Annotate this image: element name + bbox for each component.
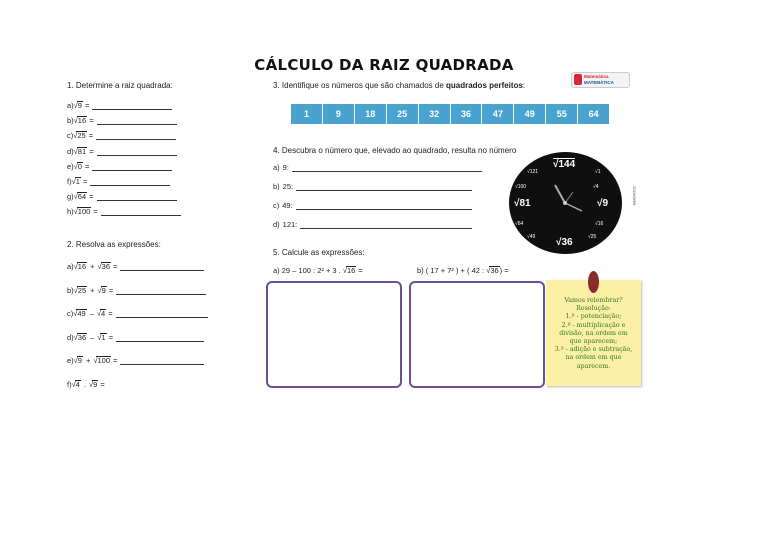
clock-small-value: 16 bbox=[597, 221, 604, 227]
clock-left-value: 81 bbox=[519, 198, 531, 209]
q1-item-prefix: b) bbox=[67, 116, 74, 126]
q2-item bbox=[67, 356, 204, 365]
q2-item-radicand-1: 36 bbox=[77, 332, 87, 342]
q2-item-prefix: d) bbox=[67, 332, 74, 342]
q1-item-radicand: 9 bbox=[77, 101, 82, 110]
q1-item-radicand: 16 bbox=[77, 116, 87, 126]
q2-item-radicand-1: 49 bbox=[77, 309, 86, 318]
q1-item bbox=[67, 192, 177, 201]
reminder-note-line: 3.º - adição e subtração, bbox=[554, 346, 633, 354]
q4-item-prefix: c) bbox=[273, 201, 280, 210]
clock-small-value: 1 bbox=[597, 169, 601, 175]
q4-item-prefix: d) bbox=[273, 220, 280, 229]
q2-item bbox=[67, 262, 204, 271]
q2-item-radicand-1: 4 bbox=[75, 379, 80, 389]
q1-item-radicand: 25 bbox=[77, 131, 86, 141]
clock-small-label: √121 bbox=[527, 169, 539, 175]
q1-equals: = bbox=[80, 177, 88, 186]
clock-small-value: 100 bbox=[517, 184, 527, 190]
sqrt-icon: √ bbox=[73, 309, 78, 318]
q5-a-suffix: = bbox=[356, 266, 363, 275]
square-root-clock bbox=[509, 152, 622, 254]
q2-item-prefix: a) bbox=[67, 262, 74, 271]
reminder-note-line: Vamos relembrar? bbox=[564, 297, 623, 304]
logo-mark-icon bbox=[574, 74, 582, 85]
page-title: CÁLCULO DA RAIZ QUADRADA bbox=[254, 56, 514, 74]
sqrt-icon: √ bbox=[97, 285, 102, 295]
q2-equals: = bbox=[106, 332, 114, 342]
perfect-square-candidate[interactable]: 36 bbox=[451, 104, 483, 124]
q5-a-radicand: 16 bbox=[346, 266, 356, 275]
q4-item bbox=[273, 220, 472, 229]
q2-item-radicand-1: 16 bbox=[77, 262, 87, 271]
q1-item-prefix: h) bbox=[67, 207, 74, 217]
q5-b-radicand: 36 bbox=[490, 266, 499, 275]
sqrt-icon: √ bbox=[73, 131, 78, 141]
q1-answer-line[interactable] bbox=[97, 192, 177, 201]
q1-equals: = bbox=[87, 192, 94, 202]
clock-small-value: 121 bbox=[529, 169, 539, 175]
q2-item bbox=[67, 380, 105, 389]
q2-item-operator: + bbox=[85, 356, 91, 365]
q3-heading-post: : bbox=[522, 81, 526, 90]
q1-item-prefix: a) bbox=[67, 101, 74, 110]
q2-item bbox=[67, 309, 208, 318]
q5-item-b: b) ( 17 + 7² ) + ( 42 : √36) = bbox=[417, 266, 509, 275]
clock-small-value: 49 bbox=[529, 234, 536, 240]
q2-item-operator: – bbox=[90, 332, 95, 342]
q1-item-prefix: g) bbox=[67, 192, 74, 202]
q4-item bbox=[273, 182, 472, 191]
clock-small-value: 4 bbox=[595, 184, 599, 190]
q4-item-value: 121: bbox=[282, 220, 298, 229]
perfect-square-candidate[interactable]: 55 bbox=[546, 104, 578, 124]
clock-small-label: √100 bbox=[515, 184, 527, 190]
q1-item bbox=[67, 207, 181, 216]
sqrt-icon: √ bbox=[88, 379, 94, 389]
perfect-square-candidate[interactable]: 25 bbox=[387, 104, 419, 124]
q1-item-prefix: f) bbox=[67, 177, 72, 186]
q2-answer-line[interactable] bbox=[116, 286, 206, 295]
clock-hands-icon bbox=[509, 152, 622, 254]
perfect-square-candidate[interactable]: 49 bbox=[514, 104, 546, 124]
q1-item bbox=[67, 101, 172, 110]
clock-top-value: 144 bbox=[558, 159, 576, 170]
pushpin-icon bbox=[588, 271, 599, 293]
clock-bottom-value: 36 bbox=[561, 237, 573, 248]
q5-b-prefix: b) ( 17 + 7² ) + ( 42 : bbox=[417, 266, 487, 275]
clock-right-value: 9 bbox=[602, 198, 609, 209]
clock-right-label: √9 bbox=[597, 198, 609, 209]
q3-heading-pre: 3. Identifique os números que são chamados de bbox=[273, 81, 446, 90]
q4-item-value: 9: bbox=[282, 163, 289, 172]
q1-answer-line[interactable] bbox=[97, 147, 177, 156]
q1-answer-line[interactable] bbox=[90, 177, 170, 186]
q5-a-prefix: a) 29 – 100 : 2² + 3 . bbox=[273, 266, 343, 275]
sqrt-icon: √ bbox=[73, 332, 78, 342]
q1-equals: = bbox=[82, 161, 90, 171]
q2-equals: = bbox=[106, 285, 114, 295]
q2-item bbox=[67, 333, 204, 342]
q1-item-prefix: c) bbox=[67, 131, 74, 141]
logo-text-2: MATEMÁTICA bbox=[584, 80, 614, 85]
reminder-note-line: 1.º - potenciação; bbox=[565, 313, 622, 321]
clock-small-label: √1 bbox=[595, 169, 601, 175]
clock-small-label: √64 bbox=[515, 221, 524, 227]
q2-equals: = bbox=[111, 356, 118, 365]
q1-heading: 1. Determine a raiz quadrada: bbox=[67, 81, 173, 90]
q2-heading: 2. Resolva as expressões: bbox=[67, 240, 161, 249]
q1-answer-line[interactable] bbox=[97, 116, 177, 125]
sqrt-icon: √ bbox=[73, 207, 78, 217]
q1-answer-line[interactable] bbox=[96, 131, 176, 140]
clock-left-label: √81 bbox=[514, 198, 531, 209]
q1-item-radicand: 100 bbox=[77, 207, 91, 217]
perfect-square-candidate[interactable]: 18 bbox=[355, 104, 387, 124]
logo-text-1: Matemática bbox=[584, 74, 609, 79]
q2-item-operator: + bbox=[90, 285, 95, 295]
reminder-note-line: que aparecem; bbox=[569, 338, 618, 346]
q1-equals: = bbox=[87, 116, 94, 126]
q4-item-value: 49: bbox=[282, 201, 293, 210]
q4-answer-line[interactable] bbox=[296, 201, 472, 210]
sqrt-icon: √ bbox=[73, 146, 78, 156]
clock-side-text: ZOOM/WEB bbox=[632, 186, 636, 206]
sqrt-icon: √ bbox=[71, 379, 76, 389]
q5-item-a: a) 29 – 100 : 2² + 3 . √16 = bbox=[273, 266, 363, 275]
q2-item-operator: + bbox=[90, 262, 95, 271]
sqrt-icon: √ bbox=[97, 262, 102, 271]
reminder-note-line: na ordem em que bbox=[565, 354, 622, 362]
q4-item-prefix: b) bbox=[273, 182, 280, 191]
clock-small-label: √4 bbox=[593, 184, 599, 190]
reminder-note-line: divisão, na ordem em bbox=[559, 329, 628, 337]
sqrt-icon: √ bbox=[73, 101, 78, 110]
clock-small-label: √25 bbox=[588, 234, 597, 240]
clock-bottom-label: √36 bbox=[556, 237, 573, 248]
sqrt-icon: √ bbox=[73, 192, 78, 202]
answer-box-b[interactable] bbox=[409, 281, 545, 388]
q1-item-prefix: e) bbox=[67, 161, 74, 171]
q2-answer-line[interactable] bbox=[116, 309, 208, 318]
q2-item-radicand-1: 9 bbox=[77, 356, 82, 365]
sqrt-icon: √ bbox=[73, 262, 78, 271]
perfect-square-candidate[interactable]: 47 bbox=[482, 104, 514, 124]
q1-item-radicand: 0 bbox=[77, 161, 82, 171]
q1-item bbox=[67, 177, 170, 186]
q2-equals: = bbox=[111, 262, 118, 271]
q1-answer-line[interactable] bbox=[92, 101, 172, 110]
q2-item-prefix: b) bbox=[67, 285, 74, 295]
q2-item-radicand-2: 9 bbox=[93, 379, 98, 389]
q1-item bbox=[67, 162, 172, 171]
sqrt-icon: √ bbox=[93, 356, 98, 365]
clock-small-value: 25 bbox=[590, 234, 597, 240]
q4-answer-line[interactable] bbox=[292, 163, 482, 172]
perfect-square-candidate[interactable]: 32 bbox=[419, 104, 451, 124]
answer-box-a[interactable] bbox=[266, 281, 402, 388]
q1-item bbox=[67, 147, 177, 156]
q1-item-prefix: d) bbox=[67, 146, 74, 156]
q2-item-radicand-2: 1 bbox=[101, 332, 106, 342]
q2-answer-line[interactable] bbox=[116, 333, 204, 342]
q1-equals: = bbox=[82, 101, 90, 110]
sqrt-icon: √ bbox=[73, 116, 78, 126]
clock-small-label: √16 bbox=[595, 221, 604, 227]
sqrt-icon: √ bbox=[97, 332, 102, 342]
q3-heading bbox=[273, 81, 525, 90]
q4-item bbox=[273, 201, 472, 210]
q4-answer-line[interactable] bbox=[300, 220, 472, 229]
q2-item-radicand-2: 9 bbox=[101, 285, 106, 295]
reminder-note-line: 2.º - multiplicação e bbox=[561, 321, 626, 329]
logo bbox=[571, 72, 630, 88]
q2-item bbox=[67, 286, 206, 295]
q2-answer-line[interactable] bbox=[120, 356, 204, 365]
q1-answer-line[interactable] bbox=[92, 162, 172, 171]
q2-item-radicand-2: 4 bbox=[101, 309, 106, 318]
q5-heading: 5. Calcule as expressões: bbox=[273, 248, 365, 257]
q1-equals: = bbox=[86, 131, 94, 141]
clock-top-label: √144 bbox=[553, 159, 576, 170]
sqrt-icon: √ bbox=[71, 177, 76, 186]
q2-item-prefix: e) bbox=[67, 356, 74, 365]
perfect-square-candidate[interactable]: 64 bbox=[588, 109, 599, 119]
perfect-square-candidate[interactable]: 9 bbox=[323, 104, 355, 124]
perfect-squares-strip bbox=[291, 104, 609, 124]
q2-item-operator: . bbox=[83, 379, 86, 389]
q1-item bbox=[67, 116, 177, 125]
q2-item-prefix: c) bbox=[67, 309, 74, 318]
q4-item-prefix: a) bbox=[273, 163, 280, 172]
q2-answer-line[interactable] bbox=[120, 262, 204, 271]
sqrt-icon: √ bbox=[73, 285, 78, 295]
q2-item-prefix: f) bbox=[67, 379, 72, 389]
reminder-note bbox=[546, 280, 641, 386]
q2-item-operator: – bbox=[89, 309, 94, 318]
q1-item-radicand: 81 bbox=[77, 146, 87, 156]
q2-equals: = bbox=[98, 379, 105, 389]
q5-b-suffix: ) = bbox=[499, 266, 509, 275]
reminder-note-lines bbox=[546, 297, 641, 371]
q2-item-radicand-2: 100 bbox=[97, 356, 110, 365]
sqrt-icon: √ bbox=[73, 356, 78, 365]
q4-item-value: 25: bbox=[282, 182, 294, 191]
clock-small-value: 64 bbox=[517, 221, 524, 227]
q1-answer-line[interactable] bbox=[101, 207, 181, 216]
sqrt-icon: √ bbox=[96, 309, 102, 318]
q4-heading: 4. Descubra o número que, elevado ao quadrado, resulta no número bbox=[273, 146, 517, 155]
reminder-note-line: Resolução: bbox=[576, 305, 611, 313]
clock-small-label: √49 bbox=[527, 234, 536, 240]
q2-item-radicand-2: 36 bbox=[101, 262, 110, 271]
q1-item-radicand: 1 bbox=[75, 177, 80, 186]
reminder-note-line: aparecem. bbox=[576, 362, 611, 370]
q4-answer-line[interactable] bbox=[296, 182, 472, 191]
q1-item-radicand: 64 bbox=[77, 192, 87, 202]
q4-item bbox=[273, 163, 482, 172]
q1-item bbox=[67, 131, 176, 140]
q1-equals: = bbox=[91, 207, 98, 217]
q1-equals: = bbox=[87, 146, 94, 156]
q3-heading-bold: quadrados perfeitos bbox=[446, 81, 523, 90]
perfect-square-candidate[interactable]: 1 bbox=[291, 104, 323, 124]
q2-equals: = bbox=[106, 309, 113, 318]
q2-item-radicand-1: 25 bbox=[77, 285, 87, 295]
sqrt-icon: √ bbox=[73, 161, 78, 171]
